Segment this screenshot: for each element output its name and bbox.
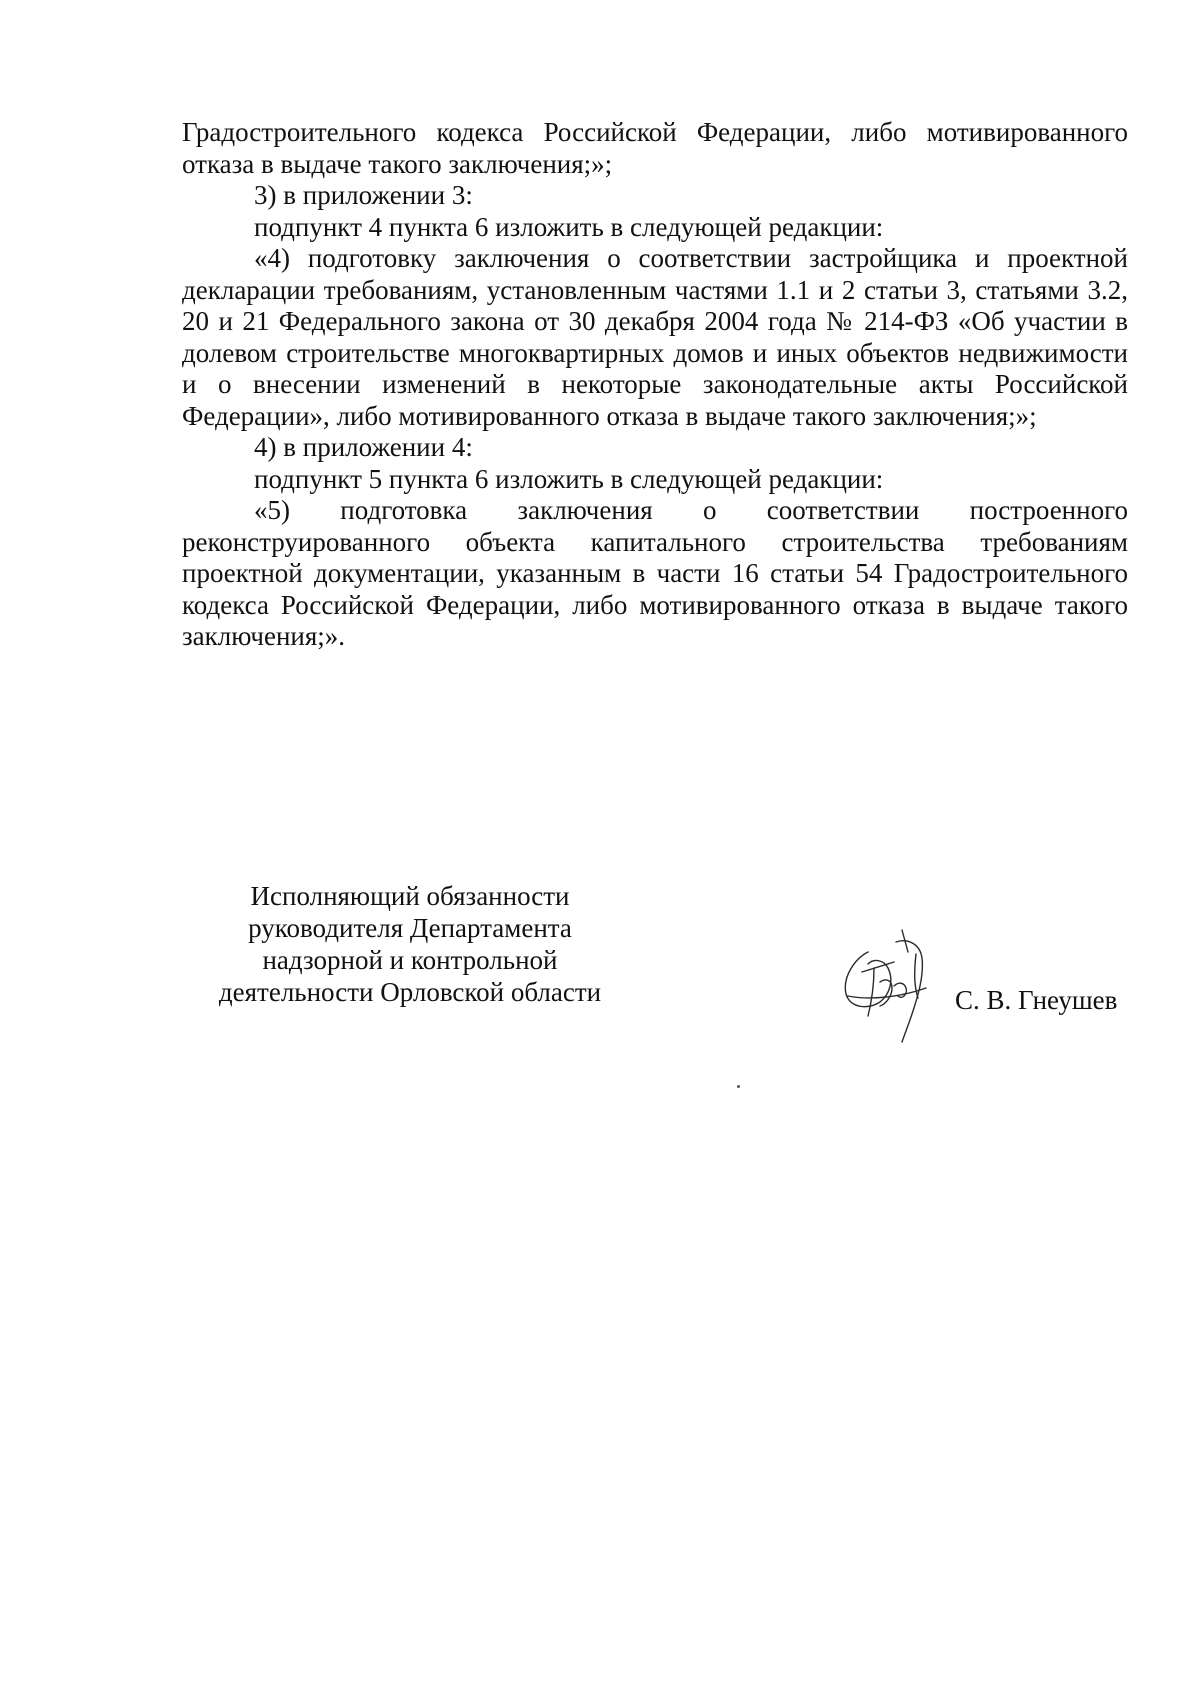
signatory-position-line: Исполняющий обязанности xyxy=(250,881,570,911)
document-body xyxy=(182,117,1128,653)
paragraph-appendix-3-heading: 3) в приложении 3: xyxy=(254,180,473,210)
signatory-position xyxy=(190,880,630,1008)
scan-speck xyxy=(737,1085,740,1088)
handwritten-signature-icon xyxy=(828,924,948,1044)
signatory-position-line: надзорной и контрольной xyxy=(262,945,558,975)
paragraph-continuation: Градостроительного кодекса Российской Федерации, либо мотивированного отказа в выдаче такого заключения;»; xyxy=(182,117,1128,179)
paragraph-appendix-4-amendment: «5) подготовка заключения о соответствии построенного реконструированного объекта капитального строительства требованиям проектной документации, указанным в части 16 статьи 54 Градостроительного кодекса Российской Федерации, либо мотивированного отказа в выдаче такого заключения;». xyxy=(182,495,1128,651)
paragraph-appendix-4-instruction: подпункт 5 пункта 6 изложить в следующей редакции: xyxy=(254,463,884,494)
paragraph-appendix-3-amendment: «4) подготовку заключения о соответствии застройщика и проектной декларации требованиям, установленным частями 1.1 и 2 статьи 3, статьями 3.2, 20 и 21 Федерального закона от 30 декабря 2004 года № 214-ФЗ «Об участии в долевом строительстве многоквартирных домов и иных объектов недвижимости и о внесении изменений в некоторые законодательные акты Российской Федерации», либо мотивированного отказа в выдаче такого заключения;»; xyxy=(182,243,1128,431)
paragraph-appendix-3-instruction: подпункт 4 пункта 6 изложить в следующей редакции: xyxy=(254,211,884,242)
paragraph-appendix-4-heading: 4) в приложении 4: xyxy=(254,432,473,462)
signatory-name: С. В. Гнеушев xyxy=(955,985,1118,1015)
signatory-position-line: деятельности Орловской области xyxy=(218,977,602,1007)
signatory-position-line: руководителя Департамента xyxy=(248,913,572,943)
